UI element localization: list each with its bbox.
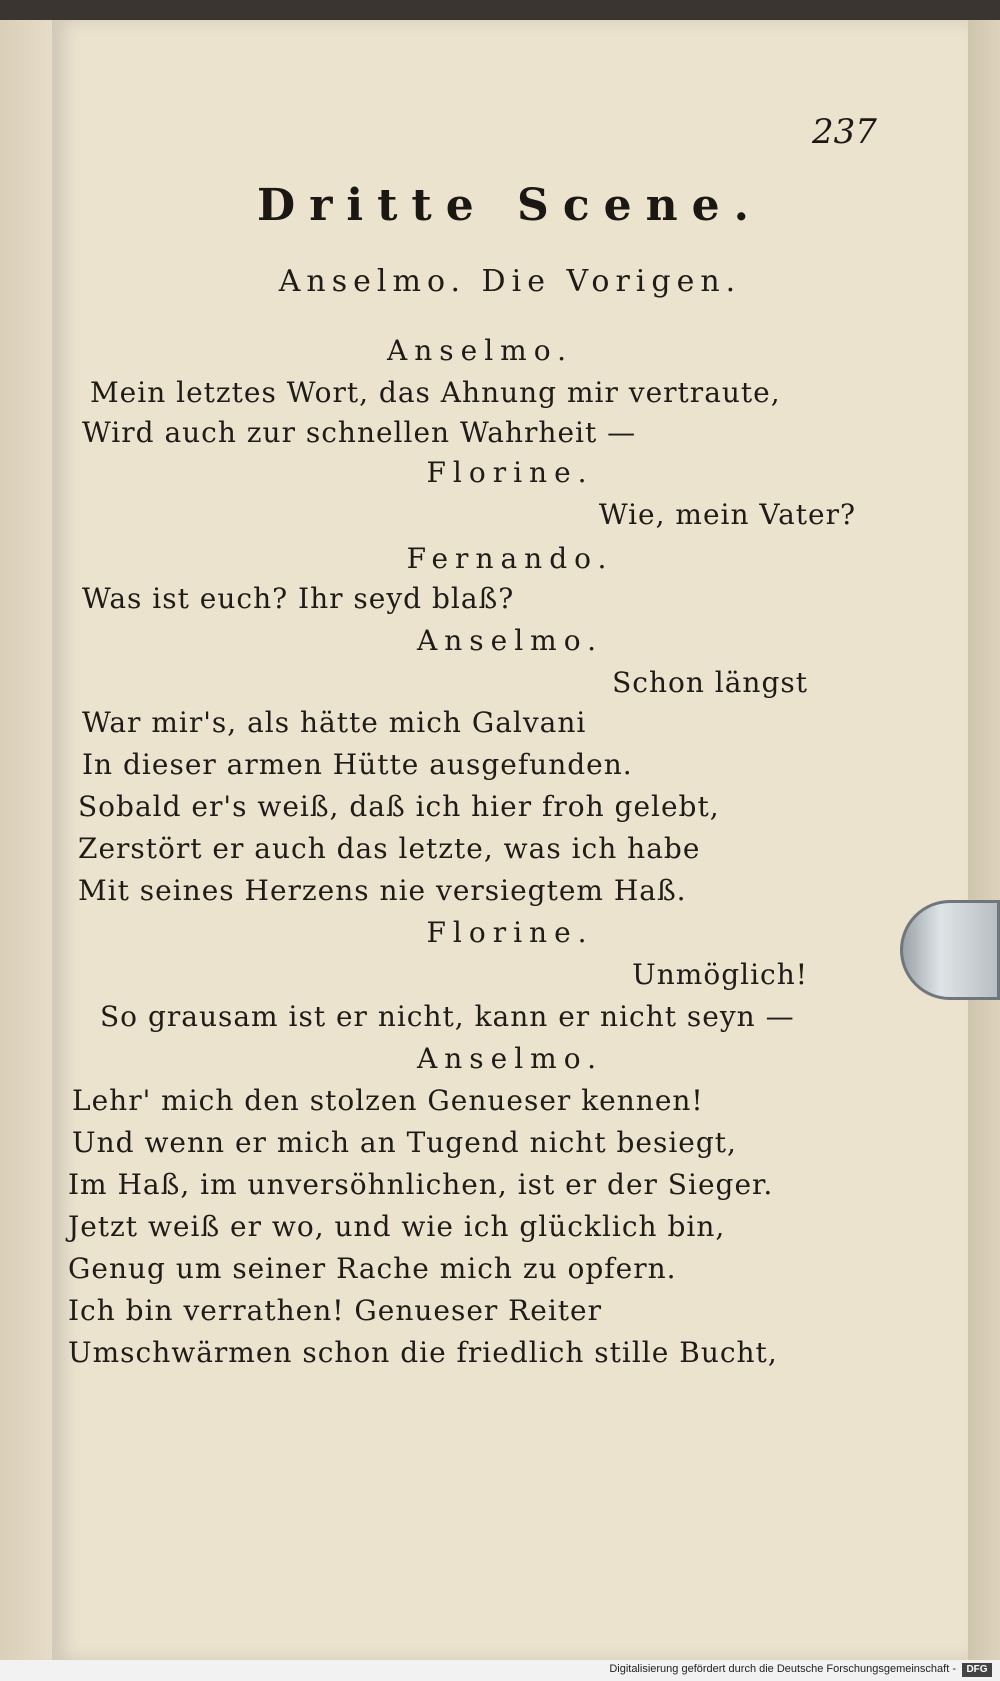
left-page-edge <box>0 20 52 1660</box>
verse-line: So grausam ist er nicht, kann er nicht seyn — <box>100 1000 795 1033</box>
page-number: 237 <box>812 112 877 152</box>
dfg-logo: DFG <box>962 1663 992 1677</box>
speaker-anselmo: Anselmo. <box>417 624 603 657</box>
speaker-fernando: Fernando. <box>406 542 614 575</box>
verse-line: Im Haß, im unversöhnlichen, ist er der Sieger. <box>68 1168 774 1201</box>
verse-line: Sobald er's weiß, daß ich hier froh gelebt, <box>78 790 720 823</box>
footer-credit: Digitalisierung gefördert durch die Deutsche Forschungsgemeinschaft - <box>609 1663 956 1675</box>
speaker-anselmo: Anselmo. <box>387 334 573 367</box>
verse-line: Jetzt weiß er wo, und wie ich glücklich bin, <box>68 1210 726 1243</box>
book-page <box>52 20 968 1660</box>
verse-line: War mir's, als hätte mich Galvani <box>82 706 587 739</box>
verse-line: Und wenn er mich an Tugend nicht besiegt, <box>72 1126 737 1159</box>
verse-line: Wie, mein Vater? <box>598 498 856 531</box>
verse-line: Unmöglich! <box>632 958 808 991</box>
scene-persons: Anselmo. Die Vorigen. <box>278 264 742 299</box>
speaker-florine: Florine. <box>426 456 594 489</box>
verse-line: Schon längst <box>612 666 808 699</box>
verse-line: Genug um seiner Rache mich zu opfern. <box>68 1252 677 1285</box>
verse-line: Wird auch zur schnellen Wahrheit — <box>82 416 637 449</box>
verse-line: Ich bin verrathen! Genueser Reiter <box>68 1294 602 1327</box>
verse-line: In dieser armen Hütte ausgefunden. <box>82 748 633 781</box>
scene-title: Dritte Scene. <box>257 180 763 231</box>
verse-line: Lehr' mich den stolzen Genueser kennen! <box>72 1084 704 1117</box>
footer-bar <box>0 1660 1000 1681</box>
page-clip <box>900 900 1000 1000</box>
right-page-edge <box>968 20 1000 1660</box>
verse-line: Zerstört er auch das letzte, was ich habe <box>78 832 701 865</box>
verse-line: Mein letztes Wort, das Ahnung mir vertraute, <box>90 376 781 409</box>
speaker-florine: Florine. <box>426 916 594 949</box>
verse-line: Mit seines Herzens nie versiegtem Haß. <box>78 874 687 907</box>
verse-line: Was ist euch? Ihr seyd blaß? <box>82 582 515 615</box>
verse-line: Umschwärmen schon die friedlich stille Bucht, <box>68 1336 778 1369</box>
speaker-anselmo: Anselmo. <box>417 1042 603 1075</box>
